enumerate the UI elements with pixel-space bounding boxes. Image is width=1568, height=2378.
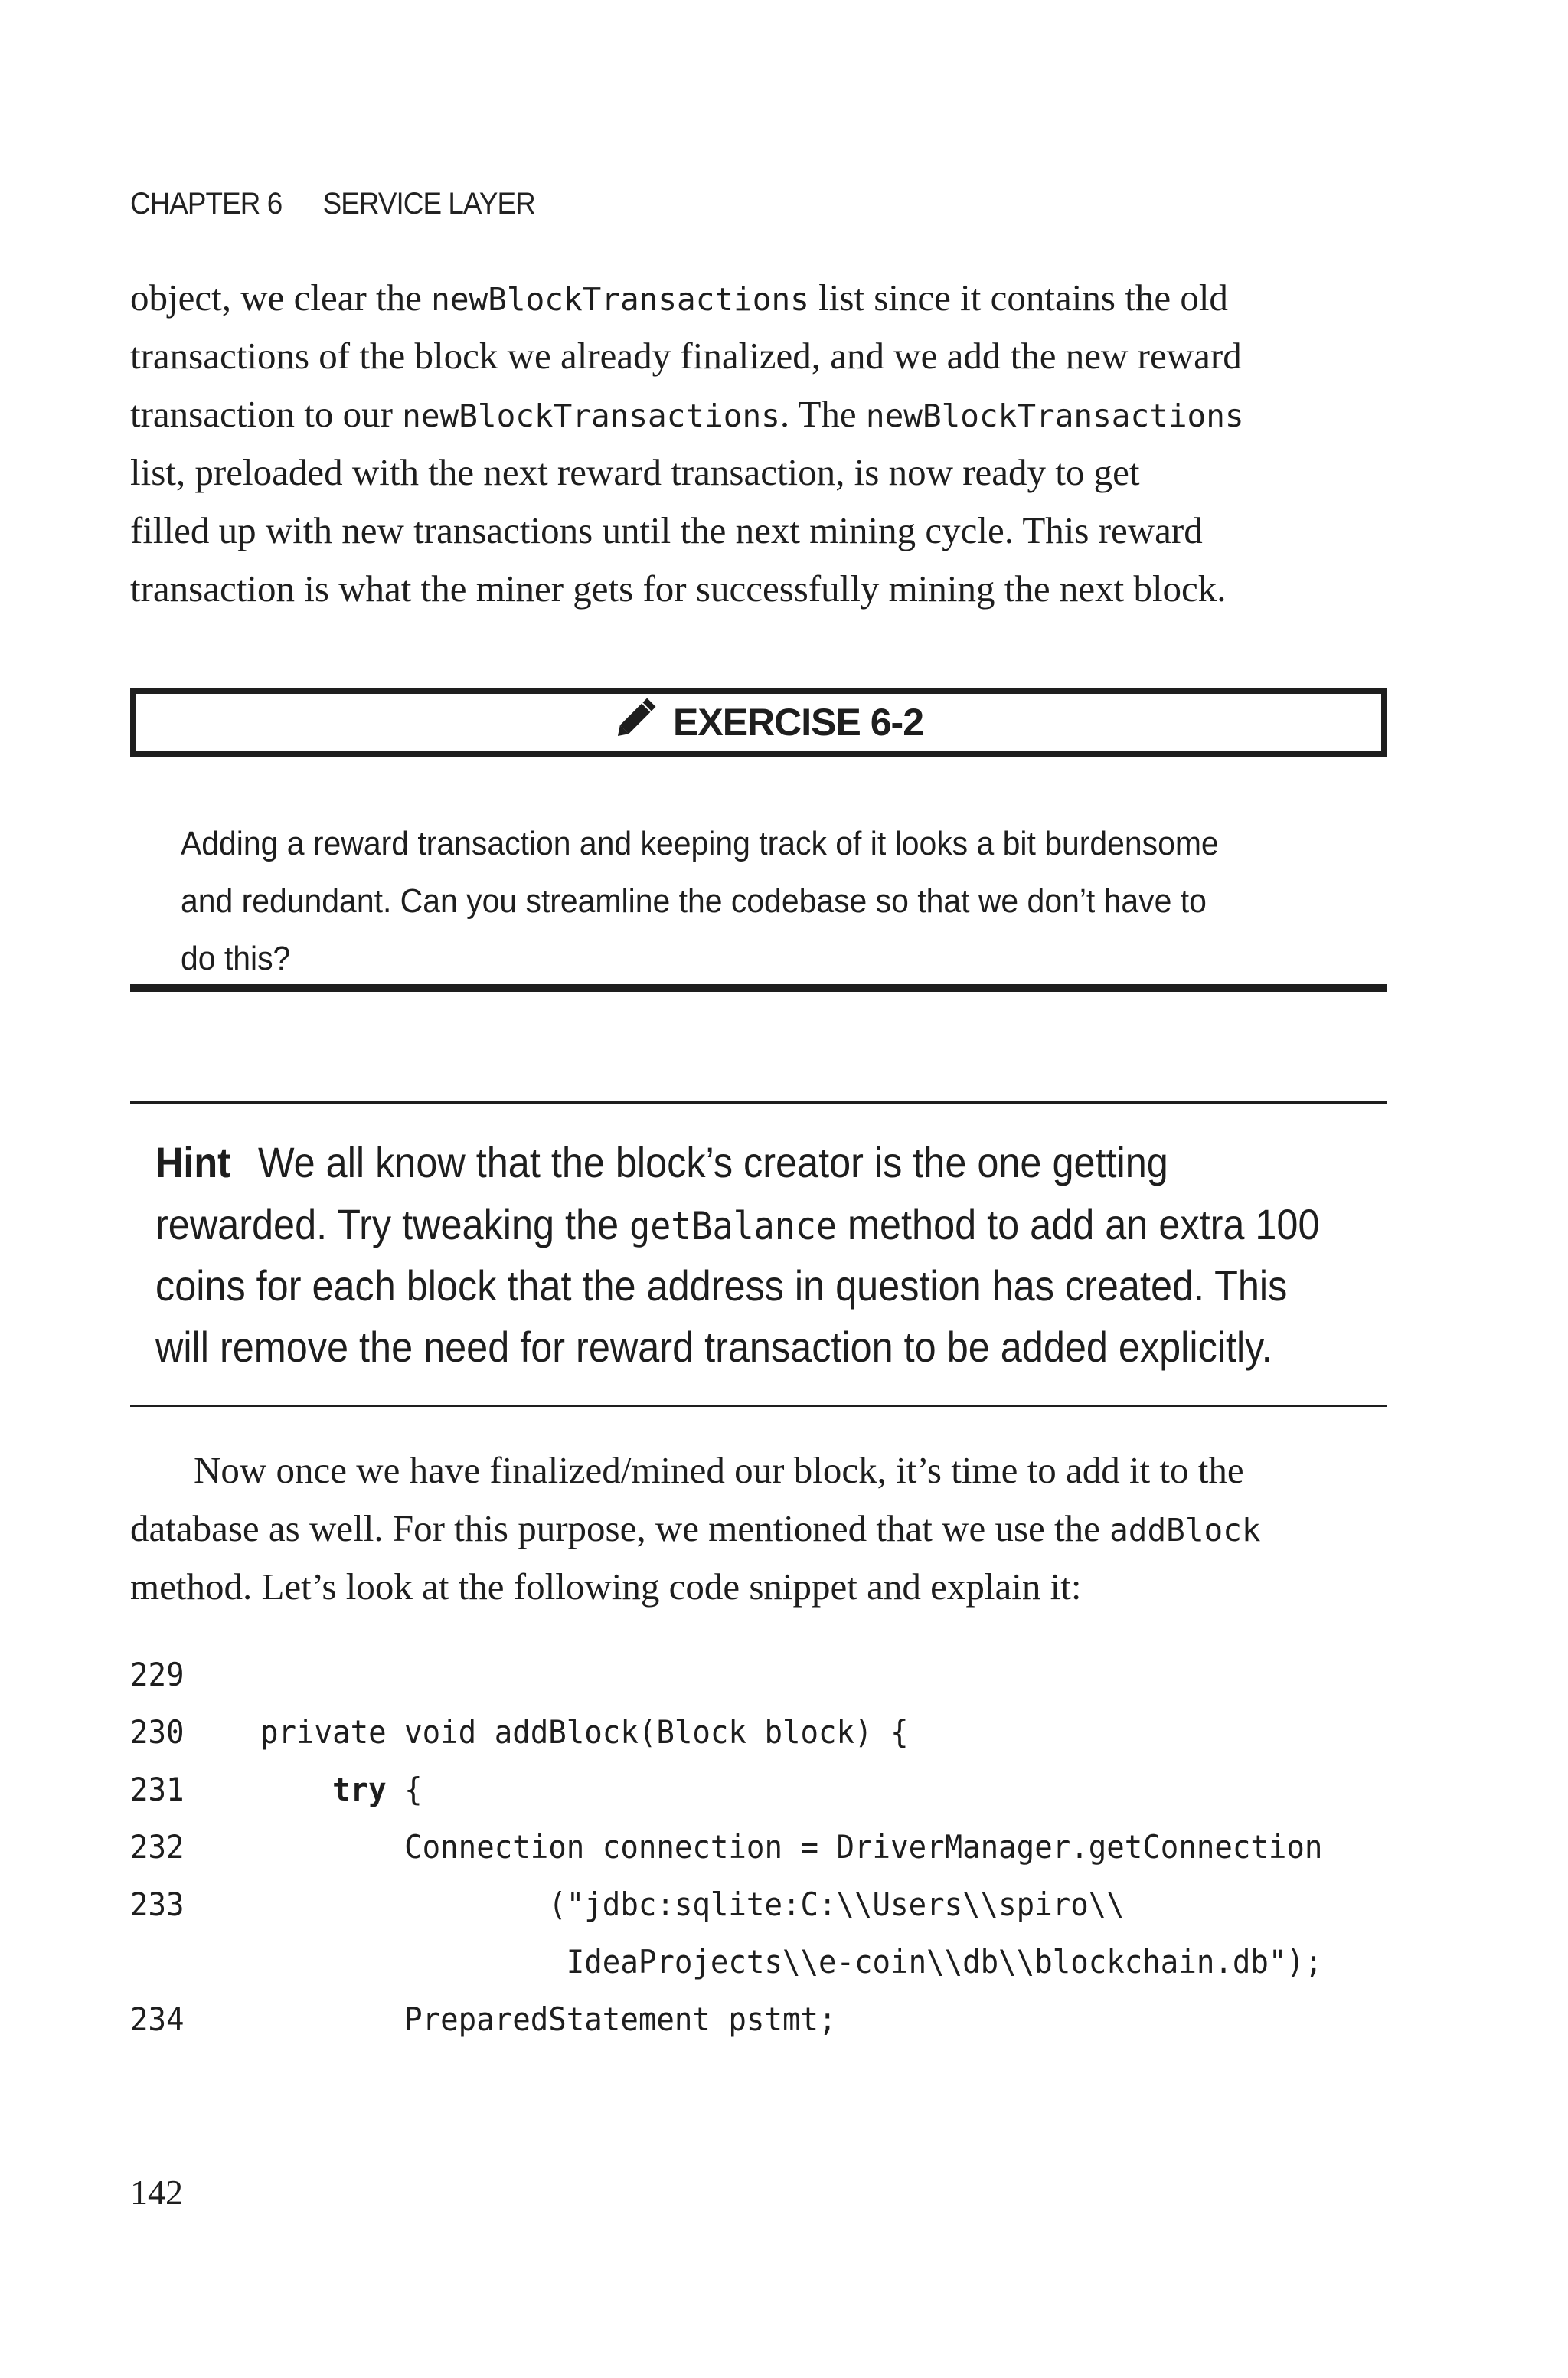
text-run: will remove the need for reward transaction to be added explicitly. [155,1323,1272,1371]
section-label: SERVICE LAYER [322,187,535,221]
text-run: transaction to our [130,393,403,435]
paragraph-line [130,337,1242,375]
text-run: method. Let’s look at the following code snippet and explain it: [130,1565,1082,1608]
code-line: IdeaProjects\\e-coin\\db\\blockchain.db"); [260,1943,1323,1981]
paragraph-line [194,1451,1244,1489]
paragraph-line [130,1565,1082,1608]
hint-line [155,1323,1272,1371]
text-run: transactions of the block we already finalized, and we add the new reward [130,335,1242,377]
hint-bottom-rule [130,1405,1387,1407]
code-line: ("jdbc:sqlite:C:\\Users\\spiro\\ [260,1886,1125,1923]
code-line: try { [332,1771,423,1808]
pencil-icon [609,691,664,754]
chapter-label: CHAPTER 6 [130,187,283,221]
code-keyword: try [332,1771,387,1808]
paragraph-line [130,1507,1261,1549]
text-run: method to add an extra 100 [837,1200,1320,1248]
text-run: Now once we have finalized/mined our block, it’s time to add it to the [194,1449,1244,1491]
text-run: . The [779,393,866,435]
hint-top-rule [130,1101,1387,1104]
code-line-number: 229 [130,1656,185,1693]
text-run: We all know that the block’s creator is the one getting [257,1138,1168,1186]
inline-code: addBlock [1109,1512,1261,1549]
inline-code: newBlockTransactions [431,281,809,318]
text-run: database as well. For this purpose, we mentioned that we use the [130,1507,1110,1549]
exercise-title [609,693,923,751]
hint-line [155,1261,1288,1310]
code-line-number: 233 [130,1886,185,1923]
inline-code: newBlockTransactions [865,397,1244,434]
text-run: list since it contains the old [808,276,1228,319]
text-run: coins for each block that the address in question has created. This [155,1261,1288,1310]
paragraph-line [130,453,1140,491]
paragraph-line [130,395,1244,433]
inline-code: getBalance [629,1204,838,1248]
code-line-number: 230 [130,1713,185,1751]
text-run: transaction is what the miner gets for successfully mining the next block. [130,568,1227,610]
code-line-number: 231 [130,1771,185,1808]
paragraph-line [130,568,1227,610]
exercise-bottom-rule [130,984,1387,992]
hint-line [155,1138,1168,1186]
exercise-line: and redundant. Can you streamline the codebase so that we don’t have to [181,882,1207,920]
hint-line [155,1200,1320,1248]
hint-label: Hint [155,1138,230,1186]
exercise-title-text: EXERCISE 6-2 [673,701,924,744]
paragraph-line [130,276,1228,319]
code-line-number: 234 [130,2000,185,2038]
text-run: list, preloaded with the next reward transaction, is now ready to get [130,451,1140,493]
text-run: rewarded. Try tweaking the [155,1200,630,1248]
inline-code: newBlockTransactions [402,397,780,434]
exercise-line: Adding a reward transaction and keeping track of it looks a bit burdensome [181,825,1219,862]
code-line: private void addBlock(Block block) { [260,1713,909,1751]
paragraph-line [130,509,1203,551]
code-line: PreparedStatement pstmt; [260,2000,837,2038]
text-run: filled up with new transactions until the next mining cycle. This reward [130,509,1203,551]
running-header [130,187,535,221]
text-run: object, we clear the [130,276,432,319]
code-line: Connection connection = DriverManager.getConnection [260,1828,1323,1866]
code-line-number: 232 [130,1828,185,1866]
page-number: 142 [130,2173,183,2212]
exercise-line: do this? [181,940,291,977]
